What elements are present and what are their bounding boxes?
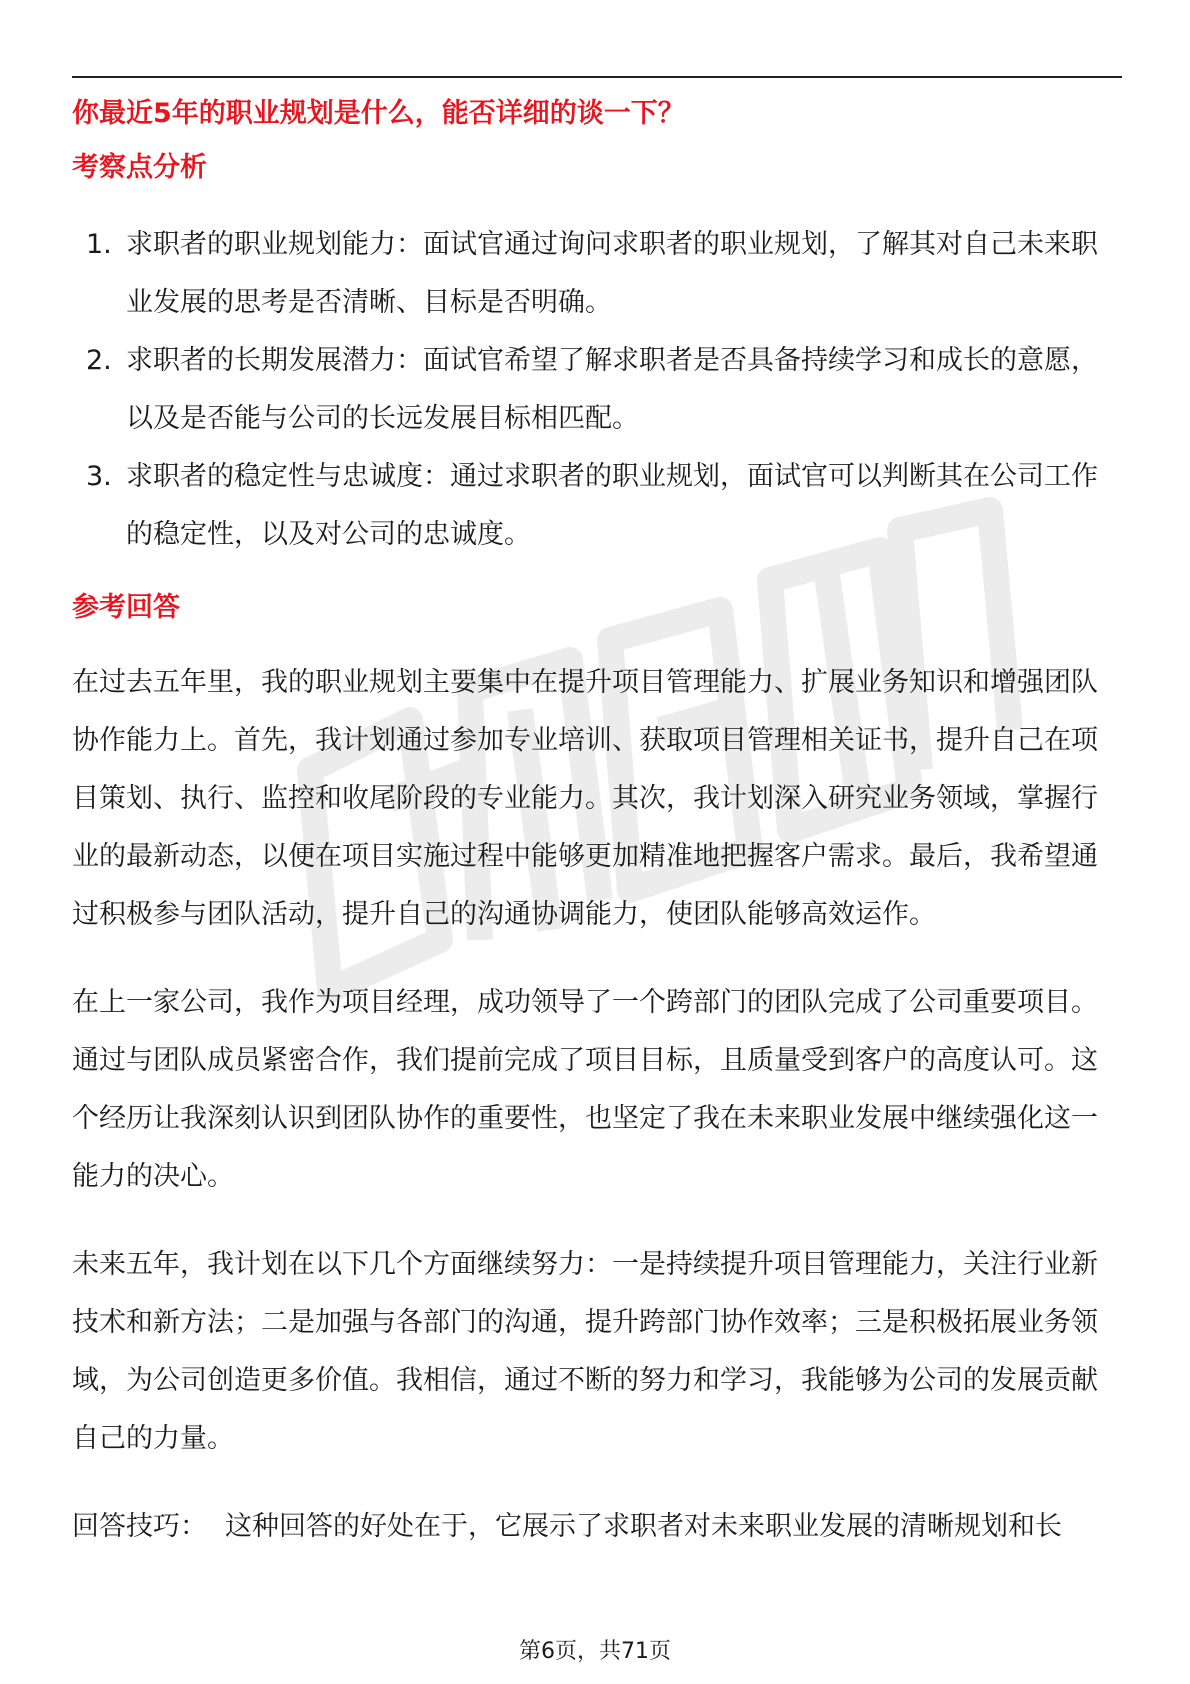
tip-label: 回答技巧： xyxy=(72,1511,207,1542)
page-number: 第6页，共71页 xyxy=(519,1639,671,1664)
item-text: 求职者的稳定性与忠诚度：通过求职者的职业规划，面试官可以判断其在公司工作的稳定性，以及对公司的忠诚度。 xyxy=(126,461,1098,550)
item-number: 1. xyxy=(86,229,112,260)
answer-paragraph: 在上一家公司，我作为项目经理，成功领导了一个跨部门的团队完成了公司重要项目。通过与团队成员紧密合作，我们提前完成了项目目标，且质量受到客户的高度认可。这个经历让我深刻认识到团队协作的重要性，也坚定了我在未来职业发展中继续强化这一能力的决心。 xyxy=(72,987,1098,1192)
analysis-heading: 考察点分析 xyxy=(72,152,207,183)
analysis-item xyxy=(72,448,1122,564)
answer-tip xyxy=(72,1498,1122,1556)
page-content xyxy=(72,92,1122,1556)
item-text: 求职者的职业规划能力：面试官通过询问求职者的职业规划，了解其对自己未来职业发展的思考是否清晰、目标是否明确。 xyxy=(126,229,1098,318)
analysis-item xyxy=(72,216,1122,332)
tip-text: 这种回答的好处在于，它展示了求职者对未来职业发展的清晰规划和长 xyxy=(225,1511,1062,1542)
answer-paragraph: 未来五年，我计划在以下几个方面继续努力：一是持续提升项目管理能力，关注行业新技术和新方法；二是加强与各部门的沟通，提升跨部门协作效率；三是积极拓展业务领域，为公司创造更多价值。我相信，通过不断的努力和学习，我能够为公司的发展贡献自己的力量。 xyxy=(72,1249,1098,1454)
item-text: 求职者的长期发展潜力：面试官希望了解求职者是否具备持续学习和成长的意愿，以及是否能与公司的长远发展目标相匹配。 xyxy=(126,345,1098,434)
item-number: 3. xyxy=(86,461,112,492)
answer-heading: 参考回答 xyxy=(72,592,180,623)
analysis-item xyxy=(72,332,1122,448)
analysis-list xyxy=(72,216,1122,564)
answer-paragraph: 在过去五年里，我的职业规划主要集中在提升项目管理能力、扩展业务知识和增强团队协作能力上。首先，我计划通过参加专业培训、获取项目管理相关证书，提升自己在项目策划、执行、监控和收尾阶段的专业能力。其次，我计划深入研究业务领域，掌握行业的最新动态，以便在项目实施过程中能够更加精准地把握客户需求。最后，我希望通过积极参与团队活动，提升自己的沟通协调能力，使团队能够高效运作。 xyxy=(72,667,1098,930)
item-number: 2. xyxy=(86,345,112,376)
question-title: 你最近5年的职业规划是什么，能否详细的谈一下？ xyxy=(72,98,685,129)
top-divider xyxy=(72,76,1122,78)
